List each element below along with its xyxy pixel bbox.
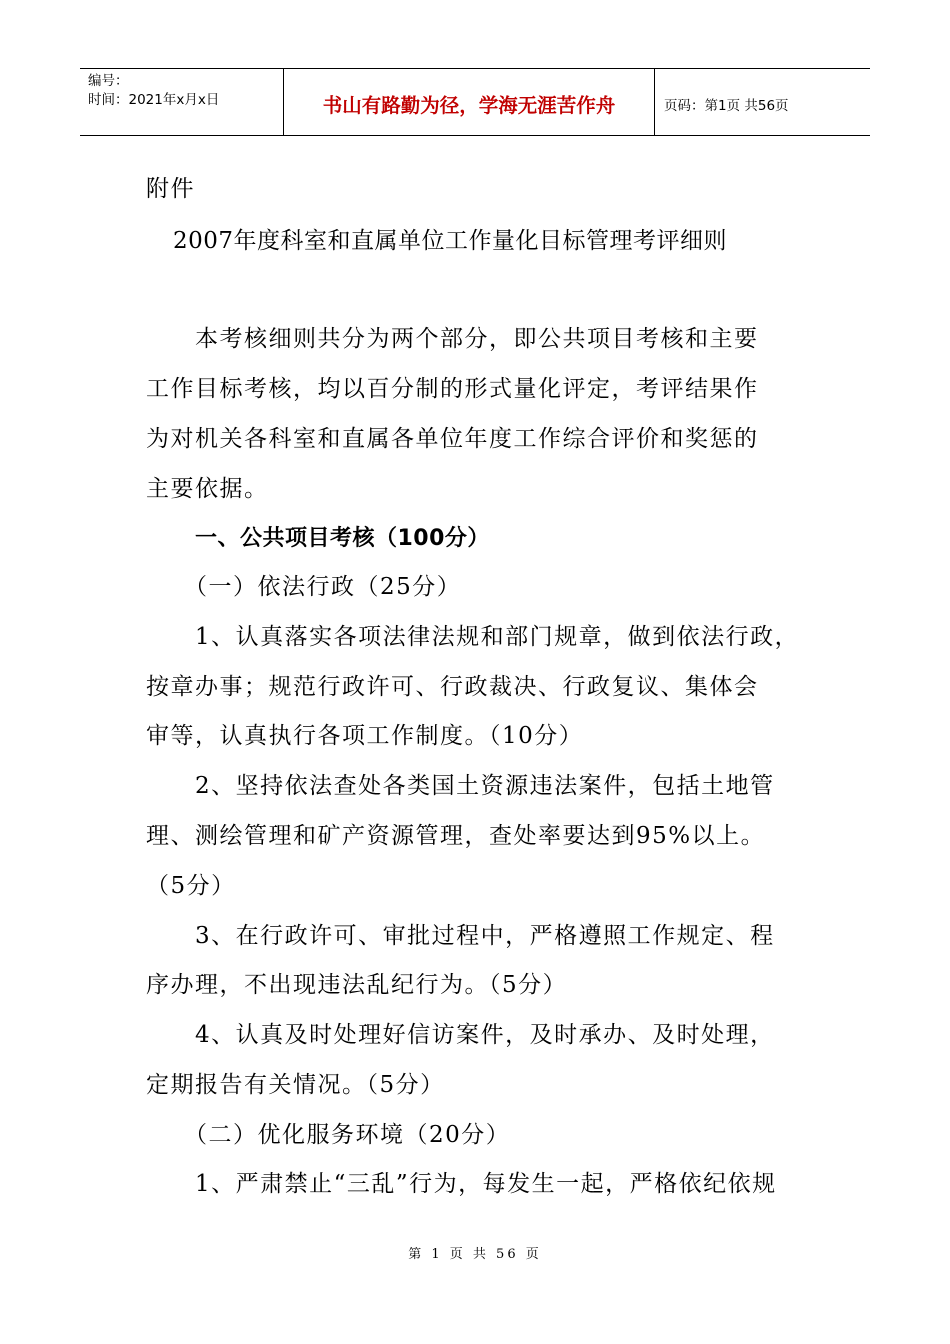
page-footer: 第 1 页 共 56 页 xyxy=(408,1247,542,1262)
header-motto: 书山有路勤为径，学海无涯苦作舟 xyxy=(283,69,655,135)
section-heading: 一、公共项目考核（100分） xyxy=(195,526,490,551)
subsection-heading: （一）依法行政（25分） xyxy=(184,574,462,600)
paragraph-line: 定期报告有关情况。（5分） xyxy=(146,1072,445,1098)
number-label: 编号： xyxy=(88,73,129,89)
paragraph-line: （5分） xyxy=(146,873,236,899)
paragraph-line: 按章办事；规范行政许可、行政裁决、行政复议、集体会 xyxy=(146,674,759,700)
page-header xyxy=(80,68,870,136)
paragraph-line: 工作目标考核，均以百分制的形式量化评定，考评结果作 xyxy=(146,376,759,402)
paragraph-line: 审等，认真执行各项工作制度。（10分） xyxy=(146,723,584,749)
paragraph-line: 1、严肃禁止“三乱”行为，每发生一起，严格依纪依规 xyxy=(195,1171,777,1197)
paragraph-line: 为对机关各科室和直属各单位年度工作综合评价和奖惩的 xyxy=(146,426,759,452)
paragraph-line: 理、测绘管理和矿产资源管理，查处率要达到95%以上。 xyxy=(146,823,766,849)
paragraph-line: 4、认真及时处理好信访案件，及时承办、及时处理， xyxy=(195,1022,775,1048)
date-label: 时间：2021年x月x日 xyxy=(88,92,220,108)
subsection-heading: （二）优化服务环境（20分） xyxy=(184,1122,511,1148)
document-title: 2007年度科室和直属单位工作量化目标管理考评细则 xyxy=(173,228,728,254)
header-page-info: 页码：第1页 共56页 xyxy=(664,98,789,114)
paragraph-line: 2、坚持依法查处各类国土资源违法案件，包括土地管 xyxy=(195,773,775,799)
paragraph-line: 1、认真落实各项法律法规和部门规章，做到依法行政， xyxy=(195,624,800,650)
header-meta xyxy=(80,69,283,135)
paragraph-line: 本考核细则共分为两个部分，即公共项目考核和主要 xyxy=(195,326,759,352)
attachment-label: 附件 xyxy=(146,176,195,202)
paragraph-line: 序办理，不出现违法乱纪行为。（5分） xyxy=(146,972,568,998)
paragraph-line: 主要依据。 xyxy=(146,476,269,502)
paragraph-line: 3、在行政许可、审批过程中，严格遵照工作规定、程 xyxy=(195,923,775,949)
